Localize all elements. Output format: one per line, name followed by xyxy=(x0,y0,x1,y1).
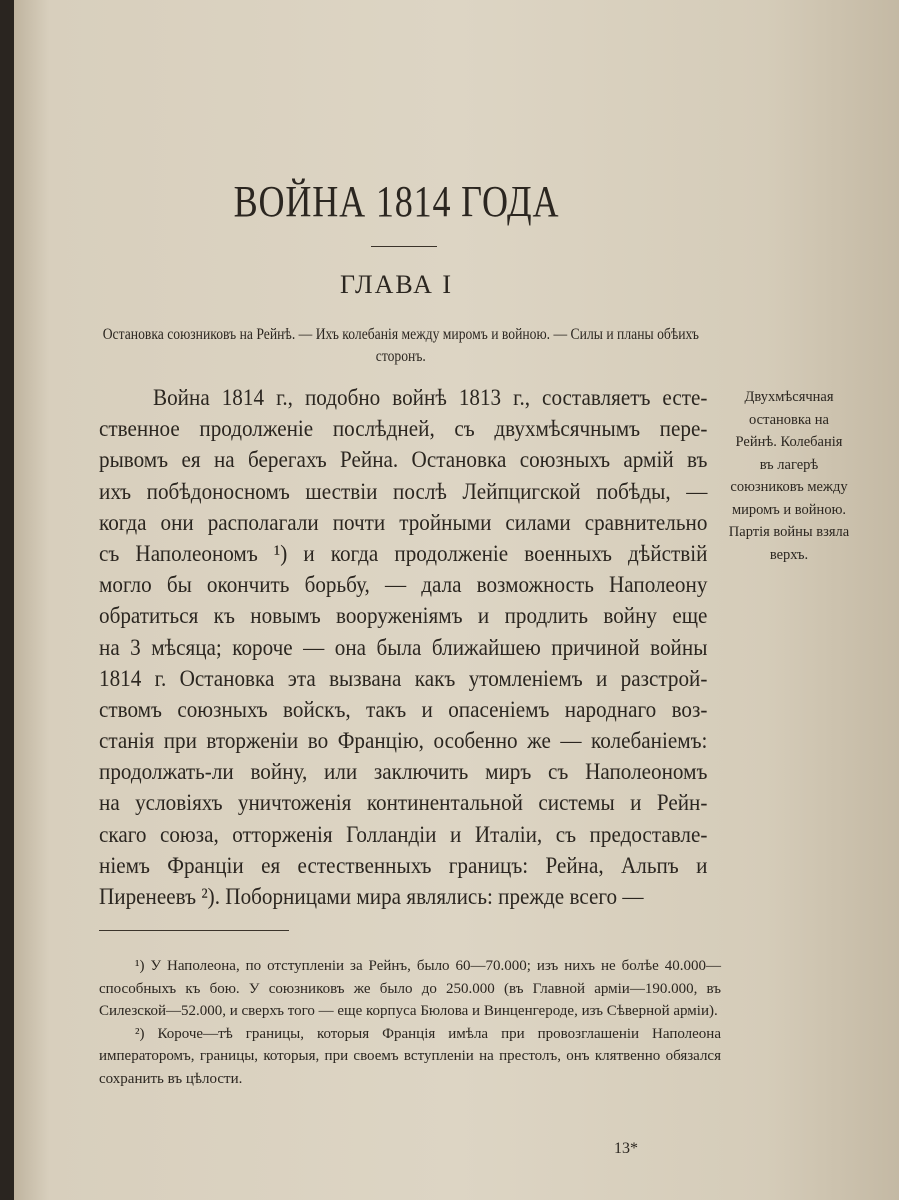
body-line: ихъ побѣдоносномъ шествіи послѣ Лейпцигской побѣды, — xyxy=(99,478,708,505)
body-line: на 3 мѣсяца; короче — она была ближайшею причиной войны xyxy=(99,634,708,661)
body-line: съ Наполеономъ ¹) и когда продолженіе военныхъ дѣйствій xyxy=(99,540,708,567)
body-line: когда они располагали почти тройными силами сравнительно xyxy=(99,509,708,536)
footnote-2: ²) Короче—тѣ границы, которыя Франція имѣла при провозглашеніи Наполеона императоромъ, границы, которыя, при своемъ вступленіи на престолъ, онъ клятвенно обязался сохранить въ цѣлости. xyxy=(99,1025,721,1087)
footnote-divider xyxy=(99,930,289,931)
body-line: на условіяхъ уничтоженія континентальной системы и Рейн- xyxy=(99,790,708,817)
body-text xyxy=(99,383,707,913)
chapter-summary: Остановка союзниковъ на Рейнѣ. — Ихъ колебанія между миромъ и войною. — Силы и планы обѣихъ сторонъ. xyxy=(102,326,699,365)
chapter-heading: ГЛАВА I xyxy=(339,270,454,299)
book-page xyxy=(14,0,899,1200)
body-line: ствомъ союзныхъ войскъ, такъ и опасеніемъ народнаго воз- xyxy=(99,696,708,723)
margin-note: Двухмѣсячная остановка на Рейнѣ. Колебанія въ лагерѣ союзниковъ между миромъ и войною. Партія войны взяла верхъ. xyxy=(728,389,850,563)
body-line: продолжать-ли войну, или заключить миръ съ Наполеономъ xyxy=(99,759,708,786)
page-number: 13* xyxy=(614,1140,638,1157)
body-line: станія при вторженіи во Францію, особенно же — колебаніемъ: xyxy=(99,728,708,755)
body-line: ніемъ Франціи ея естественныхъ границъ: Рейна, Альпъ и xyxy=(99,852,708,879)
footnote-1: ¹) У Наполеона, по отступленіи за Рейнъ, было 60—70.000; изъ нихъ не болѣе 40.000—способныхъ къ бою. У союзниковъ же было до 250.000 (въ Главной арміи—190.000, въ Силезской—52.000, и сверхъ того — еще корпуса Бюлова и Винценгероде, изъ Сѣверной арміи). xyxy=(99,958,721,1020)
body-line: скаго союза, отторженія Голландіи и Италіи, съ предоставле- xyxy=(99,821,708,848)
body-line: 1814 г. Остановка эта вызвана какъ утомленіемъ и разстрой- xyxy=(99,665,708,692)
title-divider xyxy=(371,246,437,247)
body-line: ственное продолженіе послѣдней, съ двухмѣсячнымъ пере- xyxy=(99,416,708,443)
body-line: обратиться къ новымъ вооруженіямъ и продлить войну еще xyxy=(99,603,708,630)
body-line: рывомъ ея на берегахъ Рейна. Остановка союзныхъ армій въ xyxy=(99,447,708,474)
body-line: Пиренеевъ ²). Поборницами мира являлись: прежде всего — xyxy=(99,884,644,910)
body-line: Война 1814 г., подобно войнѣ 1813 г., составляетъ есте- xyxy=(153,385,708,411)
body-line: могло бы окончить борьбу, — дала возможность Наполеону xyxy=(99,572,708,599)
page-title: ВОЙНА 1814 ГОДА xyxy=(233,177,560,226)
footnotes xyxy=(99,955,721,1091)
